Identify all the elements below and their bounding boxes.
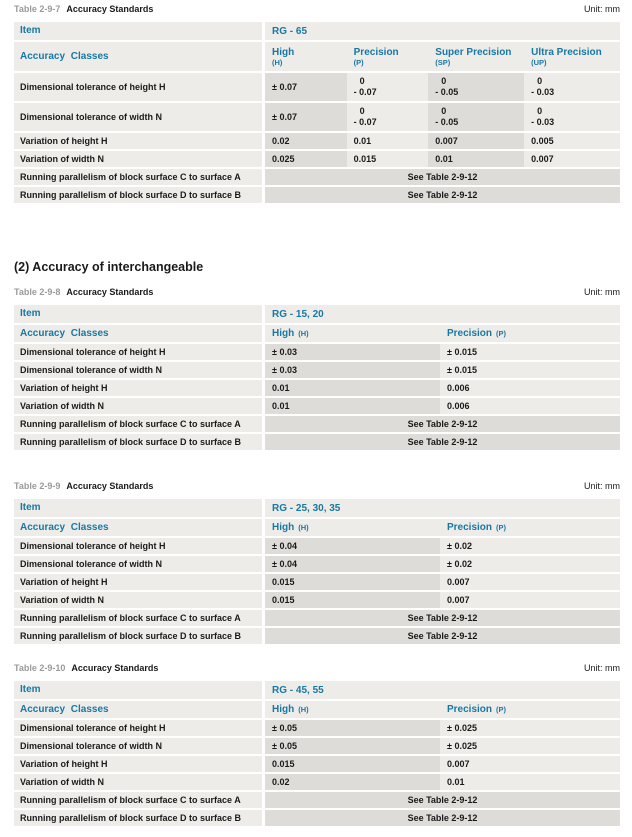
value-cell [440,538,620,554]
row-values [265,434,620,450]
value-cell [265,398,440,414]
item-header: Item [14,499,262,517]
table-row [14,756,620,772]
column-name: Super Precision [435,46,512,58]
merged-value-cell: See Table 2-9-12 [265,416,620,432]
value-line: - 0.07 [353,87,377,97]
table-rows [14,344,620,450]
item-value-area [265,681,620,699]
merged-value-cell: See Table 2-9-12 [265,810,620,826]
row-values [265,738,620,754]
merged-value-cell: See Table 2-9-12 [265,169,620,185]
column-header [440,522,620,533]
value-line: 0.007 [447,576,470,587]
classes-header: Accuracy Classes [14,701,262,718]
table-row [14,151,620,167]
merged-value-cell: See Table 2-9-12 [265,628,620,644]
column-abbr: (P) [496,329,507,338]
row-label: Running parallelism of block surface D to surface B [14,628,262,644]
value-line: 0.007 [447,758,470,769]
row-values [265,151,620,167]
row-label: Running parallelism of block surface D to surface B [14,187,262,203]
accuracy-table [14,287,620,450]
row-values [265,592,620,608]
value-line: ± 0.03 [272,364,297,375]
value-line: ± 0.02 [447,540,472,551]
row-label: Dimensional tolerance of width N [14,556,262,572]
value-line: ± 0.05 [272,740,297,751]
value-cell [265,574,440,590]
value-line: 0 [441,106,447,116]
row-label: Dimensional tolerance of height H [14,720,262,736]
value-cell [428,103,524,131]
value-line: ± 0.025 [447,722,477,733]
value-cell [524,151,620,167]
column-abbr: (SP) [435,57,451,67]
table-head [14,287,620,301]
row-label: Dimensional tolerance of width N [14,362,262,378]
row-values [265,756,620,772]
class-columns [265,519,620,536]
unit-label: Unit: mm [584,481,620,491]
row-label: Running parallelism of block surface D to surface B [14,810,262,826]
table-title: Accuracy Standards [66,481,154,491]
value-cell [440,362,620,378]
row-label: Running parallelism of block surface C to surface A [14,610,262,626]
row-values [265,720,620,736]
value-cell [347,73,429,101]
value-line: 0.015 [272,576,295,587]
classes-row [14,325,620,342]
merged-value-cell: See Table 2-9-12 [265,792,620,808]
row-values [265,73,620,101]
value-cell [440,720,620,736]
row-values [265,556,620,572]
table-row-merged [14,187,620,203]
column-abbr: (H) [272,57,283,67]
row-values [265,187,620,203]
column-name: High [272,522,295,533]
item-value-area [265,305,620,323]
table-row [14,774,620,790]
table-label: Table 2-9-7 [14,4,61,14]
value-cell [440,344,620,360]
table-title: Accuracy Standards [66,4,154,14]
column-header [265,328,440,339]
value-line: 0.01 [272,382,290,393]
column-abbr: (P) [496,523,507,532]
table-row [14,398,620,414]
value-cell [265,73,347,101]
value-line: ± 0.02 [447,558,472,569]
value-line: 0.015 [353,153,377,164]
classes-row [14,519,620,536]
value-cell [265,151,347,167]
value-cell [428,73,524,101]
item-value-area [265,499,620,517]
row-values [265,792,620,808]
value-cell [524,133,620,149]
value-cell [524,73,620,101]
row-values [265,169,620,185]
value-line: 0.007 [447,594,470,605]
column-header [440,328,620,339]
item-header: Item [14,681,262,699]
row-label: Running parallelism of block surface C to surface A [14,792,262,808]
table-row-merged [14,792,620,808]
value-line: ± 0.07 [272,81,297,92]
value-cell [347,133,429,149]
value-cell [265,756,440,772]
row-values [265,538,620,554]
table-label: Table 2-9-8 [14,287,61,297]
value-line: ± 0.04 [272,540,297,551]
row-label: Dimensional tolerance of height H [14,73,262,101]
value-line: ± 0.03 [272,346,297,357]
table-row [14,73,620,101]
value-line: ± 0.07 [272,111,297,122]
value-cell [265,774,440,790]
value-cell [265,380,440,396]
value-line: - 0.07 [353,117,377,127]
value-cell [440,380,620,396]
value-line: 0.006 [447,382,470,393]
value-line: 0 [359,76,365,86]
row-label: Variation of width N [14,151,262,167]
value-line: ± 0.015 [447,346,477,357]
item-value: RG - 15, 20 [272,308,324,320]
table-head [14,663,620,677]
value-cell [265,103,347,131]
row-label: Running parallelism of block surface D to surface B [14,434,262,450]
value-line: 0.015 [272,758,295,769]
item-row [14,499,620,517]
row-label: Dimensional tolerance of height H [14,538,262,554]
table-title: Accuracy Standards [66,287,154,297]
table-head [14,481,620,495]
column-header [347,42,429,71]
accuracy-table [14,4,620,203]
merged-value-cell: See Table 2-9-12 [265,187,620,203]
value-line: - 0.05 [435,87,459,97]
value-line: 0 [537,106,543,116]
row-values [265,133,620,149]
table-head [14,4,620,18]
value-line: ± 0.05 [272,722,297,733]
value-line: 0.007 [435,135,458,146]
column-abbr: (H) [298,523,309,532]
value-line: 0 [537,76,543,86]
row-label: Running parallelism of block surface C to surface A [14,416,262,432]
value-cell [265,592,440,608]
table-row-merged [14,628,620,644]
value-line: - 0.03 [531,117,555,127]
column-header [428,42,524,71]
table-row [14,720,620,736]
table-row [14,574,620,590]
column-abbr: (P) [496,705,507,714]
accuracy-table [14,663,620,826]
column-name: High [272,328,295,339]
classes-row [14,701,620,718]
value-cell [524,103,620,131]
row-label: Running parallelism of block surface C to surface A [14,169,262,185]
value-line: ± 0.04 [272,558,297,569]
table-row [14,538,620,554]
value-cell [265,738,440,754]
table-label: Table 2-9-9 [14,481,61,491]
row-values [265,103,620,131]
row-label: Dimensional tolerance of width N [14,103,262,131]
row-values [265,416,620,432]
value-cell [440,556,620,572]
value-line: 0.02 [272,776,290,787]
table-row-merged [14,416,620,432]
table-row-merged [14,610,620,626]
item-row [14,22,620,40]
row-values [265,774,620,790]
column-name: Ultra Precision [531,46,602,58]
classes-header: Accuracy Classes [14,325,262,342]
value-line: 0.01 [353,135,372,146]
row-label: Variation of width N [14,398,262,414]
value-cell [265,720,440,736]
row-values [265,574,620,590]
column-header [265,704,440,715]
column-abbr: (P) [353,57,364,67]
row-label: Variation of height H [14,133,262,149]
merged-value-cell: See Table 2-9-12 [265,610,620,626]
table-row [14,556,620,572]
table-row [14,344,620,360]
class-columns [265,701,620,718]
value-cell [265,538,440,554]
row-label: Variation of height H [14,574,262,590]
value-cell [440,738,620,754]
row-values [265,362,620,378]
table-row-merged [14,434,620,450]
column-name: Precision [447,522,493,533]
value-cell [428,151,524,167]
value-line: 0.007 [531,153,554,164]
unit-label: Unit: mm [584,4,620,14]
value-line: 0.01 [447,776,465,787]
section-heading: (2) Accuracy of interchangeable [14,260,204,274]
item-value: RG - 45, 55 [272,684,324,696]
merged-value-cell: See Table 2-9-12 [265,434,620,450]
value-cell [428,133,524,149]
table-row-merged [14,169,620,185]
value-cell [265,133,347,149]
column-header [440,704,620,715]
value-cell [347,151,429,167]
table-row [14,738,620,754]
table-title: Accuracy Standards [71,663,159,673]
unit-label: Unit: mm [584,287,620,297]
column-name: Precision [447,704,493,715]
value-cell [440,398,620,414]
column-abbr: (H) [298,329,309,338]
row-label: Variation of height H [14,756,262,772]
value-cell [265,362,440,378]
value-cell [347,103,429,131]
table-label: Table 2-9-10 [14,663,66,673]
column-name: Precision [447,328,493,339]
value-cell [265,344,440,360]
value-line: 0.005 [531,135,554,146]
column-abbr: (UP) [531,57,547,67]
row-label: Dimensional tolerance of height H [14,344,262,360]
row-values [265,810,620,826]
item-row [14,681,620,699]
column-name: High [272,46,295,58]
item-value-area [265,22,620,40]
column-name: Precision [353,46,399,58]
item-header: Item [14,305,262,323]
row-values [265,610,620,626]
item-value: RG - 25, 30, 35 [272,502,341,514]
value-cell [440,574,620,590]
item-header: Item [14,22,262,40]
value-cell [440,756,620,772]
row-values [265,398,620,414]
row-values [265,380,620,396]
value-line: 0 [359,106,365,116]
table-row [14,380,620,396]
value-line: 0.02 [272,135,290,146]
table-row [14,103,620,131]
class-columns [265,42,620,71]
accuracy-table [14,481,620,644]
row-values [265,628,620,644]
value-line: ± 0.015 [447,364,477,375]
value-line: ± 0.025 [447,740,477,751]
value-line: - 0.05 [435,117,459,127]
row-label: Dimensional tolerance of width N [14,738,262,754]
row-label: Variation of height H [14,380,262,396]
value-line: 0.025 [272,153,295,164]
table-rows [14,73,620,203]
class-columns [265,325,620,342]
column-header [265,42,347,71]
value-line: 0.01 [272,400,290,411]
value-line: 0.01 [435,153,453,164]
value-line: 0.006 [447,400,470,411]
row-values [265,344,620,360]
value-line: - 0.03 [531,87,555,97]
row-label: Variation of width N [14,592,262,608]
column-header [265,522,440,533]
classes-row [14,42,620,71]
value-line: 0 [441,76,447,86]
column-header [524,42,620,71]
item-row [14,305,620,323]
value-cell [265,556,440,572]
column-abbr: (H) [298,705,309,714]
table-rows [14,538,620,644]
table-row [14,592,620,608]
table-rows [14,720,620,826]
value-line: 0.015 [272,594,295,605]
row-label: Variation of width N [14,774,262,790]
unit-label: Unit: mm [584,663,620,673]
table-row [14,133,620,149]
value-cell [440,774,620,790]
item-value: RG - 65 [272,25,308,37]
classes-header: Accuracy Classes [14,519,262,536]
table-row [14,362,620,378]
value-cell [440,592,620,608]
table-row-merged [14,810,620,826]
classes-header: Accuracy Classes [14,42,262,71]
column-name: High [272,704,295,715]
